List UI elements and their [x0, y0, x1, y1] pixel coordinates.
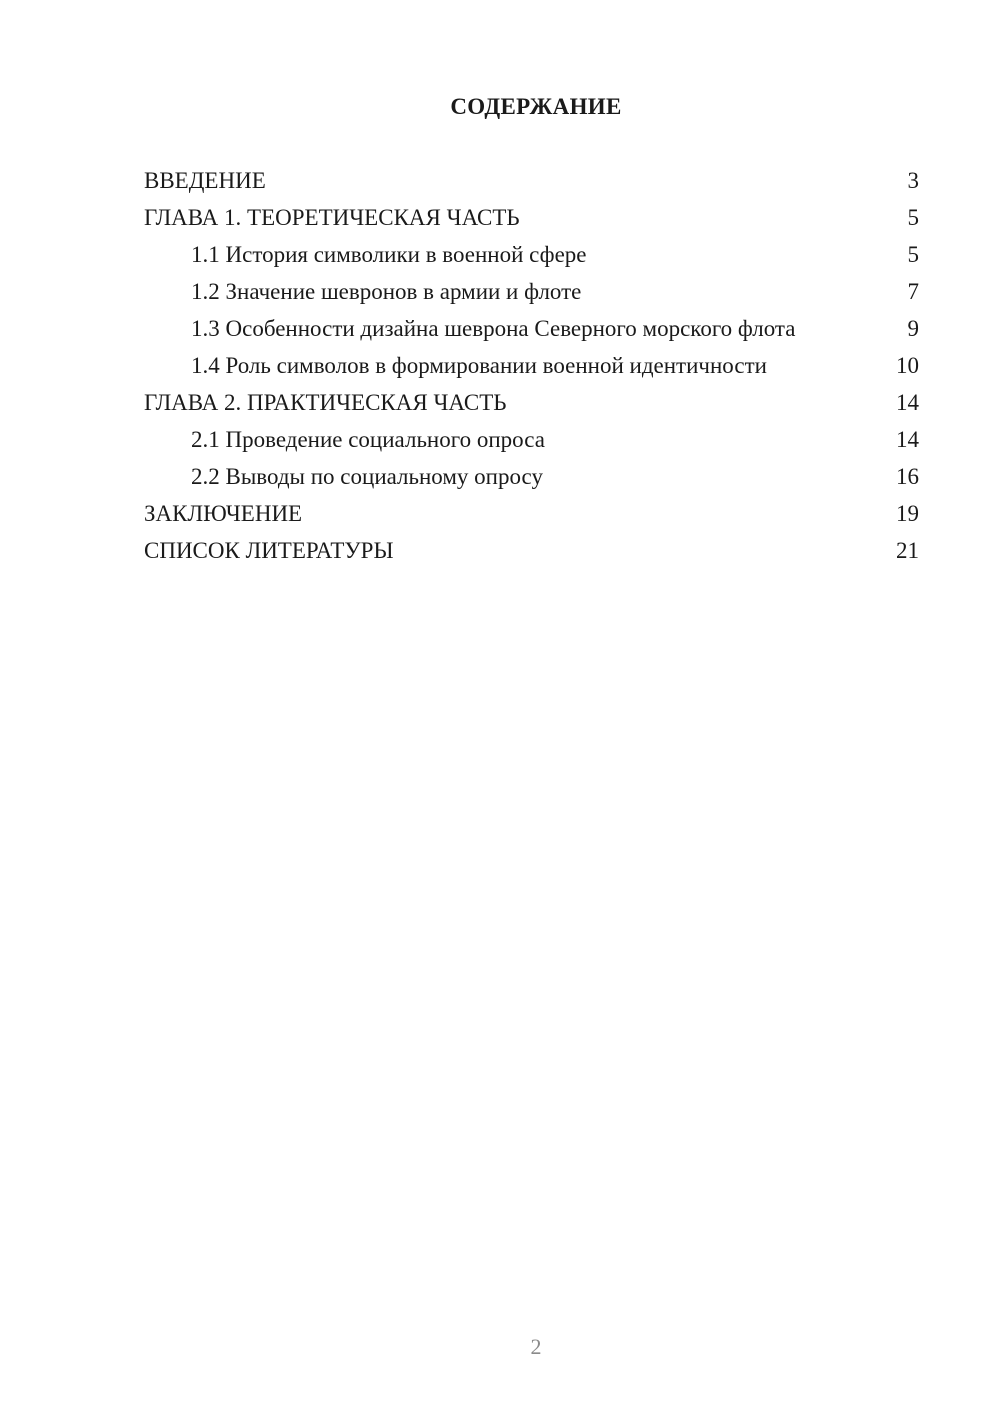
toc-entry-section-1-1[interactable] [144, 242, 919, 268]
toc-entry-page: 21 [896, 538, 919, 563]
toc-entry-label: 1.3 Особенности дизайна шеврона Северного морского флота [191, 316, 796, 341]
toc-entry-label: 1.2 Значение шевронов в армии и флоте [191, 279, 582, 304]
toc-entry-page: 7 [907, 279, 919, 304]
table-of-contents [144, 168, 919, 575]
toc-entry-section-1-3[interactable] [144, 316, 919, 342]
toc-entry-page: 19 [896, 501, 919, 526]
toc-entry-page: 10 [896, 353, 919, 378]
toc-entry-label: 2.1 Проведение социального опроса [191, 427, 545, 452]
toc-entry-chapter-2[interactable] [144, 390, 919, 416]
toc-entry-label: ГЛАВА 1. ТЕОРЕТИЧЕСКАЯ ЧАСТЬ [144, 205, 520, 230]
toc-entry-label: 1.4 Роль символов в формировании военной идентичности [191, 353, 767, 378]
toc-entry-section-1-2[interactable] [144, 279, 919, 305]
toc-entry-section-1-4[interactable] [144, 353, 919, 379]
toc-entry-page: 14 [896, 427, 919, 452]
page-number: 2 [530, 1334, 542, 1359]
toc-entry-label: ВВЕДЕНИЕ [144, 168, 266, 193]
toc-entry-chapter-1[interactable] [144, 205, 919, 231]
toc-entry-label: ЗАКЛЮЧЕНИЕ [144, 501, 303, 526]
toc-entry-label: 2.2 Выводы по социальному опросу [191, 464, 543, 489]
toc-entry-introduction[interactable] [144, 168, 919, 194]
toc-entry-references[interactable] [144, 538, 919, 564]
toc-entry-label: ГЛАВА 2. ПРАКТИЧЕСКАЯ ЧАСТЬ [144, 390, 507, 415]
toc-entry-page: 9 [907, 316, 919, 341]
toc-entry-page: 5 [907, 205, 919, 230]
toc-entry-page: 3 [907, 168, 919, 193]
toc-entry-label: 1.1 История символики в военной сфере [191, 242, 587, 267]
toc-entry-section-2-2[interactable] [144, 464, 919, 490]
toc-entry-page: 16 [896, 464, 919, 489]
toc-title: СОДЕРЖАНИЕ [450, 94, 622, 119]
toc-entry-conclusion[interactable] [144, 501, 919, 527]
toc-entry-page: 14 [896, 390, 919, 415]
toc-entry-label: СПИСОК ЛИТЕРАТУРЫ [144, 538, 394, 563]
toc-entry-page: 5 [907, 242, 919, 267]
toc-entry-section-2-1[interactable] [144, 427, 919, 453]
